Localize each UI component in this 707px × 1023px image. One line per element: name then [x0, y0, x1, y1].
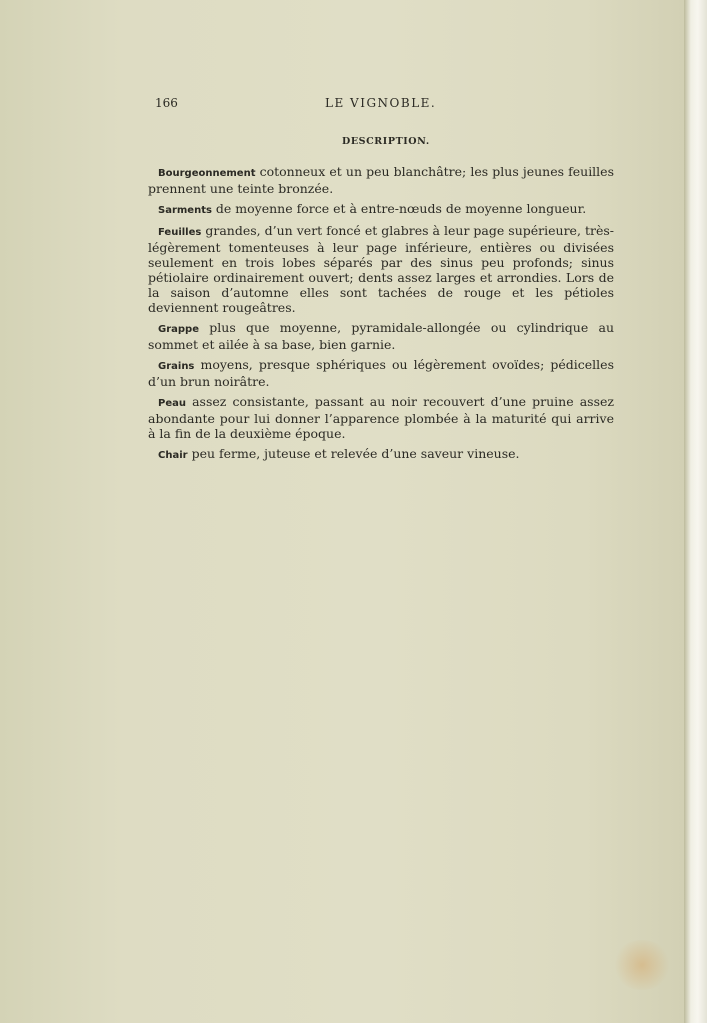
entry-text: assez consistante, passant au noir recouvert d’une pruine assez abondante pour lui donner l’apparence plombée à la maturité qui arrive à la fin de la deuxième époque.	[148, 394, 614, 441]
entry-bourgeonnement	[148, 164, 614, 196]
page-number: 166	[155, 96, 178, 110]
entry-term: Feuilles	[158, 227, 202, 238]
entry-text: plus que moyenne, pyramidale-allongée ou cylindrique au sommet et ailée à sa base, bien garnie.	[148, 320, 614, 352]
entry-sarments	[148, 201, 614, 218]
entry-term: Chair	[158, 450, 188, 461]
entry-grappe	[148, 320, 614, 352]
entry-text: grandes, d’un vert foncé et glabres à leur page supérieure, très-légèrement tomenteuses à leur page inférieure, entières ou divisées seulement en trois lobes séparés par des sinus peu profonds; sinus pétiolaire ordinairement ouvert; dents assez larges et arrondies. Lors de la saison d’automne elles sont tachées de rouge et les pétioles deviennent rougeâtres.	[148, 223, 614, 315]
description-body	[148, 164, 614, 468]
entry-term: Bourgeonnement	[158, 168, 256, 179]
entry-term: Peau	[158, 398, 186, 409]
entry-peau	[148, 394, 614, 441]
entry-text: de moyenne force et à entre-nœuds de moyenne longueur.	[215, 201, 587, 216]
entry-term: Grappe	[158, 324, 199, 335]
entry-chair	[148, 446, 614, 463]
entry-text: moyens, presque sphériques ou légèrement ovoïdes; pédicelles d’un brun noirâtre.	[148, 357, 614, 389]
running-title: LE VIGNOBLE.	[325, 96, 437, 110]
entry-term: Sarments	[158, 205, 212, 216]
entry-text: cotonneux et un peu blanchâtre; les plus jeunes feuilles prennent une teinte bronzée.	[148, 164, 614, 196]
entry-feuilles	[148, 223, 614, 315]
page-edge	[684, 0, 707, 1023]
running-head	[155, 96, 615, 114]
entry-text: peu ferme, juteuse et relevée d’une saveur vineuse.	[191, 446, 520, 461]
entry-term: Grains	[158, 361, 195, 372]
paper-stain	[612, 940, 672, 990]
section-title: DESCRIPTION.	[342, 136, 430, 147]
entry-grains	[148, 357, 614, 389]
